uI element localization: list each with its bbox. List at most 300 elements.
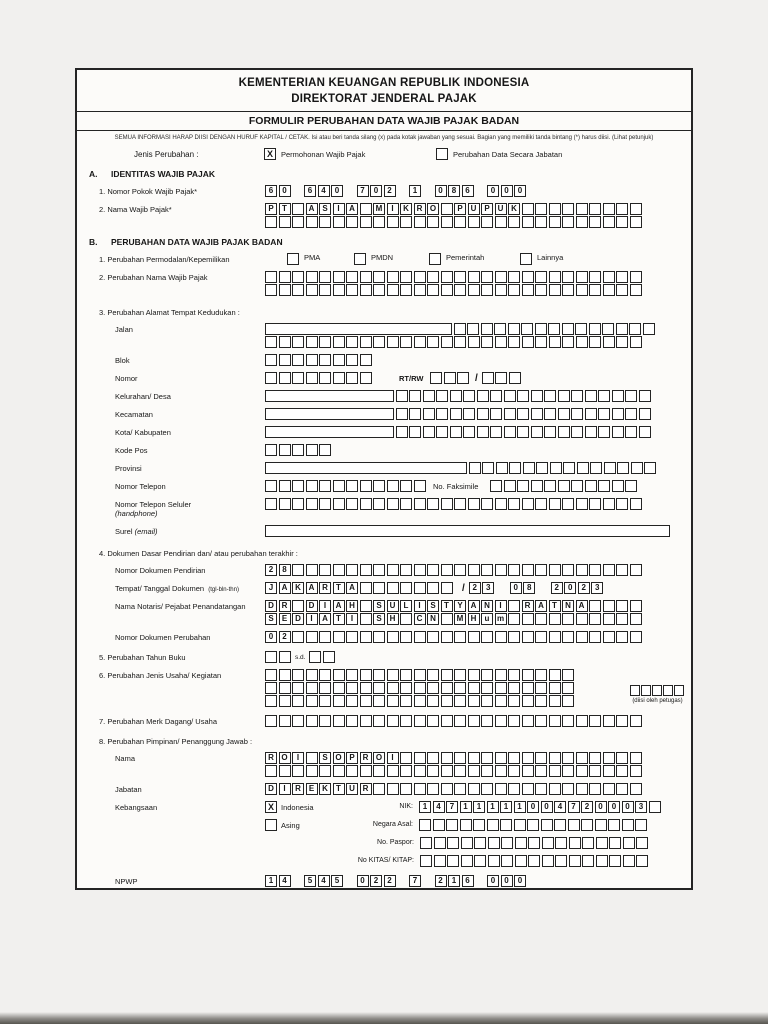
grid-cell: 3 [635,801,647,813]
grid-cell [644,462,656,474]
dokumen-header-label: 4. Dokumen Dasar Pendirian dan/ atau perubahan terakhir : [99,548,298,558]
grid-cell [508,752,520,764]
grid-cell [454,752,466,764]
row-kelurahan [115,390,691,402]
jalan-strip [265,323,452,335]
grid-cell [387,284,399,296]
grid-cell: 6 [462,185,474,197]
grid-cell: 2 [279,631,291,643]
grid-cell: O [427,203,439,215]
grid-cell [469,462,481,474]
grid-cell [279,271,291,283]
grid-cell [454,216,466,228]
grid-cell: R [279,600,291,612]
grid-cell [360,480,372,492]
pemerintah-label: Pemerintah [446,253,485,263]
grid-cell [576,498,588,510]
grid-cell [589,752,601,764]
cell-group [304,875,345,887]
grid-cell: T [333,613,345,625]
grid-cell [346,715,358,727]
grid-cell [387,498,399,510]
grid-cell [575,323,587,335]
grid-cell [495,631,507,643]
grid-cell [549,695,561,707]
grid-cell: A [306,582,318,594]
grid-cell: 2 [435,875,447,887]
row-notaris [115,600,691,625]
grid-cell [562,765,574,777]
grid-cell [433,819,445,831]
grid-cell [414,271,426,283]
npwp-label: 1. Nomor Pokok Wajib Pajak* [99,187,198,197]
grid-cell: 6 [462,875,474,887]
grid-cell [306,480,318,492]
grid-cell [616,715,628,727]
grid-cell [306,695,318,707]
row-dokumen-header [99,547,691,558]
grid-cell: D [306,600,318,612]
grid-cell [279,480,291,492]
grid-cell [481,752,493,764]
grid-cell [630,564,642,576]
grid-cell [441,216,453,228]
grid-cell [373,669,385,681]
row-kecamatan [115,408,691,420]
grid-cell: 4 [433,801,445,813]
grid-cell [549,715,561,727]
grid-cell: 7 [568,801,580,813]
grid-cell [596,855,608,867]
grid-cell: 0 [487,875,499,887]
grid-cell [571,390,583,402]
grid-cell [474,855,486,867]
grid-cell [589,203,601,215]
grid-cell [360,564,372,576]
grid-cell [319,498,331,510]
grid-cell [387,783,399,795]
grid-cell [419,819,431,831]
grid-cell [517,408,529,420]
grid-cell [430,372,442,384]
grid-cell: 8 [279,564,291,576]
grid-cell [522,336,534,348]
grid-cell: 5 [304,875,316,887]
grid-cell [414,682,426,694]
grid-cell [292,498,304,510]
grid-cell [582,837,594,849]
grid-cell [468,216,480,228]
grid-cell [346,631,358,643]
grid-cell [265,765,277,777]
grid-cell [346,336,358,348]
notaris-label: Nama Notaris/ Pejabat Penandatangan [115,602,246,612]
grid-cell [549,682,561,694]
grid-cell [562,323,574,335]
grid-cell [504,390,516,402]
grid-cell [576,752,588,764]
grid-cell [396,390,408,402]
tahun-buku-from [265,651,292,663]
grid-cell [265,271,277,283]
grid-cell [468,336,480,348]
grid-cell [603,783,615,795]
pimpinan-npwp-label: NPWP [115,877,138,887]
grid-cell [454,498,466,510]
grid-cell: 0 [331,185,343,197]
grid-cell [441,284,453,296]
grid-cell [589,216,601,228]
negara-asal-cells [419,819,649,831]
jalan-row1 [265,323,656,335]
grid-cell [554,819,566,831]
grid-cell [535,216,547,228]
petugas-label: (diisi oleh petugas) [632,698,683,705]
grid-cell [441,783,453,795]
grid-cell [495,564,507,576]
form-letterhead [77,70,691,112]
grid-cell [603,613,615,625]
grid-cell [319,372,331,384]
grid-cell [292,444,304,456]
grid-cell [333,372,345,384]
grid-cell: K [400,203,412,215]
grid-cell [463,408,475,420]
directorate-title: DIREKTORAT JENDERAL PAJAK [291,92,477,105]
kitas-cells [420,855,650,867]
grid-cell: S [319,752,331,764]
grid-cell [598,480,610,492]
grid-cell [495,271,507,283]
row-jabatan [115,783,691,795]
grid-cell [427,498,439,510]
grid-cell [508,284,520,296]
grid-cell [603,336,615,348]
grid-cell [576,613,588,625]
grid-cell [509,462,521,474]
grid-cell [279,682,291,694]
grid-cell [414,715,426,727]
rtrw-slash: / [474,373,478,385]
row-surel [115,525,691,537]
row-kitas [115,855,691,867]
grid-cell [549,203,561,215]
pimpinan-nama-label: Nama [115,754,136,764]
grid-cell [414,498,426,510]
surel-label-main: Surel [115,526,133,536]
grid-cell [400,613,412,625]
grid-cell [535,564,547,576]
kota-cells [396,426,653,438]
grid-cell [630,783,642,795]
grid-cell [522,203,534,215]
grid-cell [427,752,439,764]
grid-cell: T [441,600,453,612]
grid-cell [309,651,321,663]
grid-cell [576,765,588,777]
grid-cell: S [373,613,385,625]
grid-cell [306,216,318,228]
grid-cell [441,669,453,681]
grid-cell [414,582,426,594]
grid-cell [333,336,345,348]
jalan-label: Jalan [115,325,133,335]
grid-cell [414,752,426,764]
pmdn-checkbox [354,253,366,265]
grid-cell [400,336,412,348]
grid-cell: I [306,613,318,625]
grid-cell [333,765,345,777]
tempat-label [115,582,265,595]
grid-cell [631,462,643,474]
kelurahan-strip [265,390,394,402]
grid-cell [514,819,526,831]
grid-cell [481,336,493,348]
kebangsaan-spacer2 [115,837,265,839]
grid-cell [630,613,642,625]
grid-cell: 1 [419,801,431,813]
grid-cell: O [373,752,385,764]
grid-cell: N [562,600,574,612]
grid-cell [468,765,480,777]
grid-cell [292,564,304,576]
grid-cell [598,408,610,420]
grid-cell: S [373,600,385,612]
grid-cell: T [333,783,345,795]
scanned-form-sheet [75,68,693,890]
grid-cell: H [468,613,480,625]
tahun-buku-to [309,651,336,663]
lainnya-checkbox [520,253,532,265]
cell-group [265,875,292,887]
grid-cell: I [333,203,345,215]
grid-cell [346,498,358,510]
grid-cell [481,783,493,795]
grid-cell: U [387,600,399,612]
grid-cell [622,819,634,831]
grid-cell [585,426,597,438]
grid-cell [535,752,547,764]
alamat-header-label: 3. Perubahan Alamat Tempat Kedudukan : [99,308,240,318]
grid-cell [496,462,508,474]
tanggal-hari-cells [469,582,496,594]
grid-cell [639,390,651,402]
grid-cell [636,837,648,849]
grid-cell [423,426,435,438]
grid-cell: 1 [473,801,485,813]
grid-cell [414,631,426,643]
grid-cell [535,203,547,215]
ministry-title: KEMENTERIAN KEUANGAN REPUBLIK INDONESIA [238,77,530,89]
grid-cell [306,498,318,510]
grid-cell [562,336,574,348]
grid-cell [490,426,502,438]
grid-cell [623,855,635,867]
kota-label: Kota/ Kabupaten [115,428,171,438]
pimpinan-nama-grid [265,752,643,777]
kitas-label: No KITAS/ KITAP: [357,857,414,865]
grid-cell [576,783,588,795]
grid-cell [279,216,291,228]
grid-cell: R [360,783,372,795]
grid-cell: T [279,203,291,215]
grid-cell [292,336,304,348]
grid-cell [360,682,372,694]
row-nomor-pendirian [115,564,691,576]
kebangsaan-spacer4 [115,855,265,857]
grid-cell [427,564,439,576]
grid-cell [292,354,304,366]
grid-cell [630,715,642,727]
grid-cell [441,765,453,777]
grid-cell [460,819,472,831]
grid-cell: D [265,783,277,795]
row-seluler [115,498,691,519]
row-kebangsaan-indonesia [115,801,691,813]
grid-cell [508,323,520,335]
notaris-row1 [265,600,643,612]
grid-cell [612,480,624,492]
grid-cell [515,837,527,849]
grid-cell [306,752,318,764]
grid-cell [333,271,345,283]
grid-cell [414,695,426,707]
row-perubahan-nama-wp [99,271,691,296]
grid-cell: 0 [487,185,499,197]
grid-cell [522,669,534,681]
grid-cell [522,498,534,510]
permohonan-checkbox: X [264,148,276,160]
nomor-cells [265,372,373,384]
grid-cell [427,336,439,348]
grid-cell [360,600,372,612]
grid-cell [487,819,499,831]
grid-cell [562,631,574,643]
grid-cell [535,765,547,777]
grid-cell [427,783,439,795]
indonesia-label: Indonesia [281,803,314,813]
grid-cell [495,669,507,681]
grid-cell [474,837,486,849]
grid-cell [508,336,520,348]
grid-cell [265,715,277,727]
row-npwp [99,185,691,197]
grid-cell [346,354,358,366]
section-a-heading: IDENTITAS WAJIB PAJAK [111,169,216,180]
pendirian-label: Nomor Dokumen Pendirian [115,565,206,575]
grid-cell [333,715,345,727]
grid-cell [360,216,372,228]
notaris-grid [265,600,643,625]
cell-group [435,875,476,887]
grid-cell [454,631,466,643]
grid-cell [555,837,567,849]
row-jenis-usaha [99,669,691,707]
grid-cell [576,631,588,643]
grid-cell [306,444,318,456]
grid-cell [531,480,543,492]
grid-cell [373,715,385,727]
grid-cell: A [319,613,331,625]
grid-cell [346,372,358,384]
grid-cell [441,271,453,283]
kebangsaan-spacer1 [115,819,265,821]
section-b-heading: PERUBAHAN DATA WAJIB PAJAK BADAN [111,237,283,248]
grid-cell: 0 [564,582,576,594]
grid-cell [373,480,385,492]
tanggal-slash: / [462,582,465,594]
cell-group [357,185,398,197]
grid-cell [454,765,466,777]
grid-cell [427,695,439,707]
grid-cell [319,695,331,707]
grid-cell: T [549,600,561,612]
grid-cell [427,715,439,727]
grid-cell [454,271,466,283]
grid-cell [522,715,534,727]
grid-cell [423,408,435,420]
grid-cell [400,765,412,777]
grid-cell [495,765,507,777]
grid-cell [319,216,331,228]
grid-cell [522,564,534,576]
grid-cell [603,498,615,510]
grid-cell [589,284,601,296]
tanggal-bulan-cells [510,582,537,594]
grid-cell: 0 [622,801,634,813]
grid-cell [454,336,466,348]
grid-cell [333,216,345,228]
grid-cell [427,284,439,296]
grid-cell: 8 [448,185,460,197]
grid-cell [441,695,453,707]
grid-cell [468,783,480,795]
grid-cell [562,271,574,283]
grid-cell [387,715,399,727]
grid-cell [495,695,507,707]
grid-cell [292,695,304,707]
provinsi-cells [469,462,658,474]
grid-cell [508,498,520,510]
grid-cell: 1 [460,801,472,813]
grid-cell: U [495,203,507,215]
grid-cell: 0 [501,185,513,197]
row-tahun-buku [99,651,691,663]
grid-cell [373,216,385,228]
nama-wp-row2 [265,216,643,228]
grid-cell [360,271,372,283]
grid-cell [306,271,318,283]
grid-cell [450,426,462,438]
grid-cell [521,323,533,335]
grid-cell [549,284,561,296]
grid-cell [508,613,520,625]
lainnya-label: Lainnya [537,253,564,263]
grid-cell [454,323,466,335]
grid-cell [535,695,547,707]
grid-cell [373,284,385,296]
grid-cell [427,271,439,283]
grid-cell [279,372,291,384]
grid-cell [346,271,358,283]
grid-cell [571,426,583,438]
grid-cell [292,284,304,296]
grid-cell [333,564,345,576]
grid-cell [468,271,480,283]
grid-cell [360,715,372,727]
grid-cell [536,462,548,474]
grid-cell: K [508,203,520,215]
